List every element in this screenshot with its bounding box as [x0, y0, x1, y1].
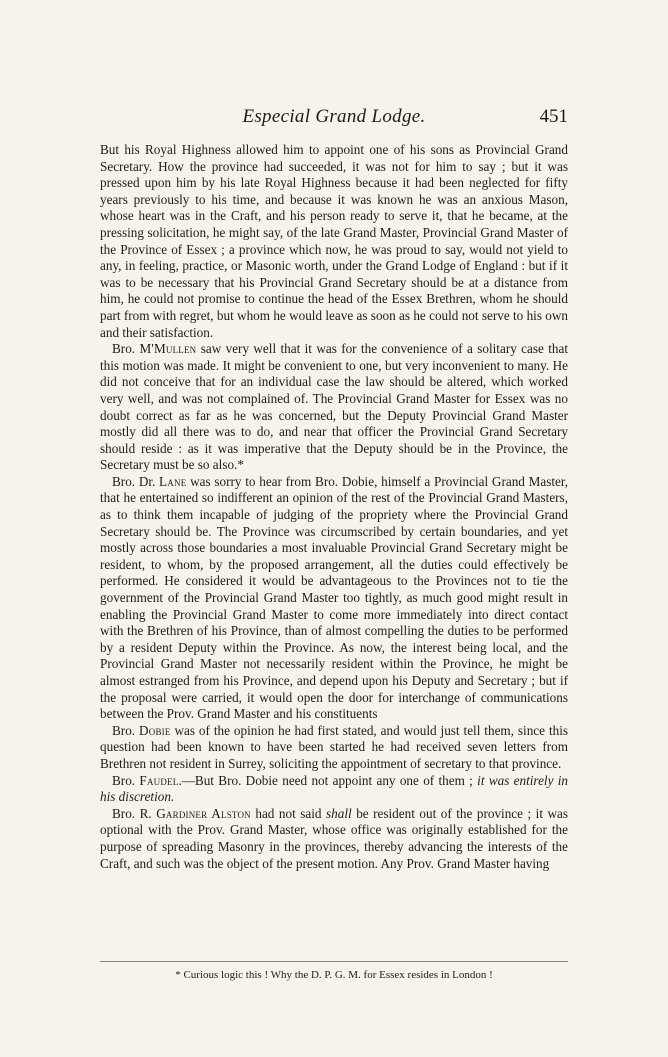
paragraph-3	[100, 474, 568, 723]
paragraph-text: was of the opinion he had first stated, and would just tell them, since this question had been known to have been started he had received seven letters from Brethren not resident in Surrey, soliciting the appointment of secretary to that province.	[100, 722, 568, 771]
paragraph-text: be resident out of the province ; it was optional with the Prov. Grand Master, whose office was originally established for the purpose of spreading Masonry in the provinces, thereby advancing the interests of the Craft, and such was the object of the present motion. Any Prov. Grand Master having	[100, 805, 569, 871]
speaker-prefix: Bro. Dr.	[112, 473, 160, 489]
paragraph-5	[100, 773, 568, 806]
paragraph-1	[100, 142, 568, 341]
speaker-name: M'Mullen	[139, 341, 197, 357]
paragraph-text: was sorry to hear from Bro. Dobie, himself a Provincial Grand Master, that he entertained so indifferent an opinion of the rest of the Provincial Grand Masters, as to think them incapable of judging of the propriety where the Provincial Grand Secretary should be. The Province was circumscribed by certain boundaries, and yet mostly across those boundaries a most invaluable Provincial Grand Secretary might be resident, to whom, by the proposed arrangement, all the duties could effectively be performed. He considered it would be advantageous to the Provinces not to tie the government of the Provincial Grand Master too tightly, as much good might result in enabling the Provincial Grand Master to come more immediately into direct contact with the Brethren of his Province, than of almost compelling the duties to be performed by a resident Deputy within the Province. As now, the interest being local, and the Provincial Grand Master not necessarily resident within the Province, he might be almost estranged from his Province, and depend upon his Deputy and Secretary ; but if the proposal were carried, it would open the door for interchange of communications between the Prov. Grand Master and his constituents	[100, 473, 569, 722]
speaker-name: Lane	[159, 473, 187, 489]
emphasized-word: shall	[326, 805, 352, 821]
footnote: * Curious logic this ! Why the D. P. G. M. for Essex resides in London !	[175, 969, 493, 981]
page-header	[100, 106, 568, 136]
speaker-prefix: Bro.	[112, 722, 140, 738]
speaker-name: Dobie	[139, 722, 171, 738]
page-number: 451	[539, 106, 568, 127]
paragraph-2	[100, 341, 568, 474]
body-text	[100, 142, 568, 872]
italic-remark: it was entirely in his discretion.	[100, 772, 569, 805]
paragraph-text: But his Royal Highness allowed him to appoint one of his sons as Provincial Grand Secretary. How the province had succeeded, it was not for him to say ; but it was pressed upon him by his late Royal Highness because it had been neglected for fifty years previously to his time, and because it was known he was an anxious Mason, whose heart was in the Craft, and his person ready to serve it, that he became, at the pressing solicitation, he might say, of the late Grand Master, Provincial Grand Master of the Province of Essex ; a province which now, he was proud to say, would not yield to any, in feeling, practice, or Masonic worth, under the Grand Lodge of England : but if it was to be necessary that his Provincial Grand Secretary should be at a distance from him, he could not promise to continue the head of the Essex Brethren, whom he should part from with regret, but whom he would leave as soon as he could not serve to his own and their satisfaction.	[100, 142, 568, 340]
paragraph-6	[100, 806, 568, 872]
footnote-rule	[100, 961, 568, 962]
paragraph-4	[100, 723, 568, 773]
speaker-name: Faudel	[139, 772, 179, 788]
running-title: Especial Grand Lodge.	[242, 106, 426, 127]
paragraph-text: had not said	[250, 805, 327, 821]
speaker-prefix: Bro. R.	[112, 805, 157, 821]
paragraph-text: .—But Bro. Dobie need not appoint any one of them ;	[178, 772, 473, 788]
speaker-prefix: Bro.	[112, 341, 140, 357]
speaker-name: Gardiner Alston	[156, 805, 251, 821]
speaker-prefix: Bro.	[112, 772, 140, 788]
paragraph-text: saw very well that it was for the convenience of a solitary case that this motion was made. It might be convenient to one, but very inconvenient to many. He did not conceive that for an individual case the law should be altered, which worked very well, and was not complained of. The Provincial Grand Master for Essex was no doubt correct as far as he was concerned, but the Deputy Provincial Grand Master mostly did all there was to do, and near that officer the Provincial Grand Secretary should reside : as it was imperative that the Deputy should be in the Province, the Secretary must be so also.*	[100, 341, 568, 473]
